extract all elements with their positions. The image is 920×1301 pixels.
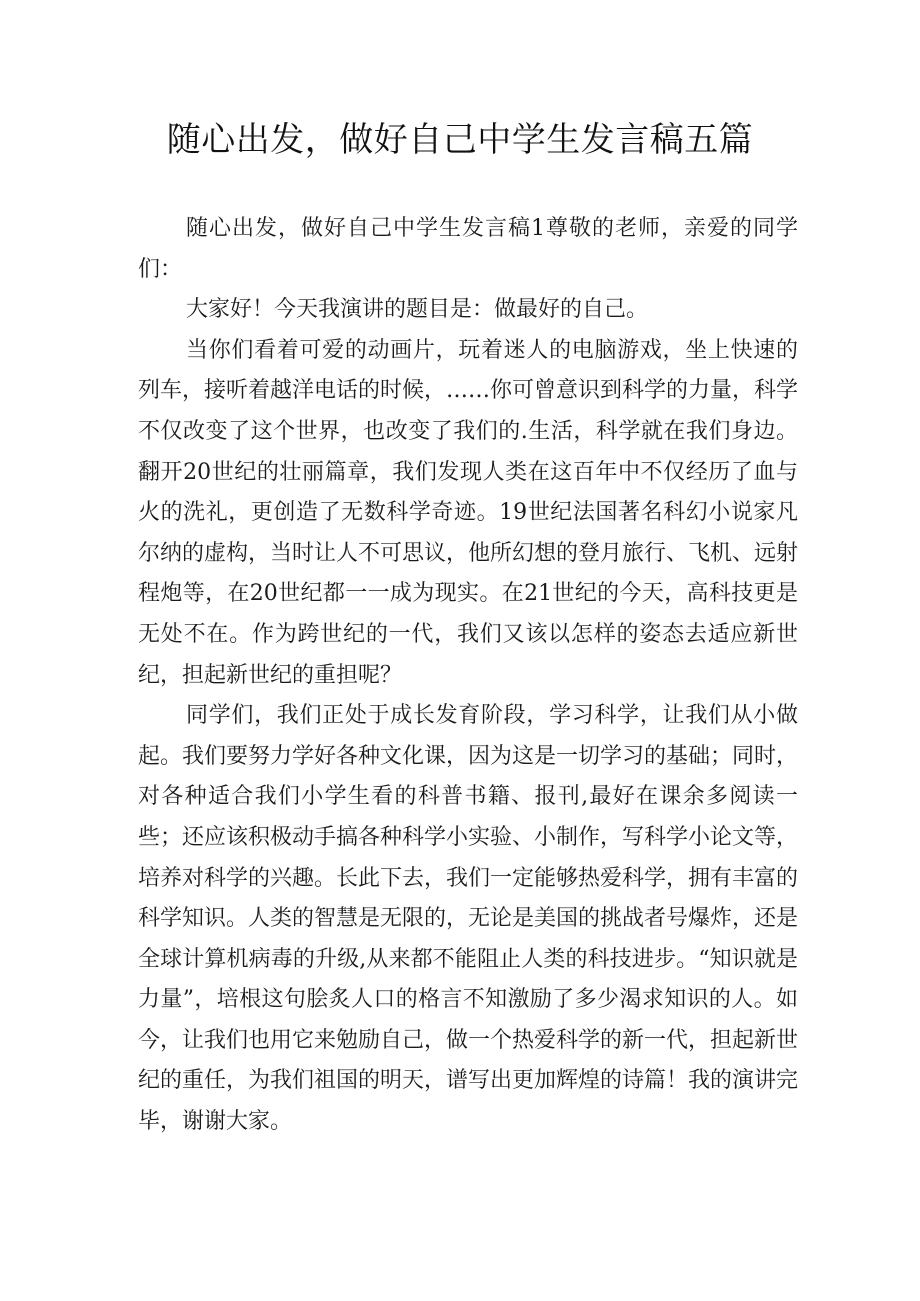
paragraph-topic: 大家好！今天我演讲的题目是：做最好的自己。 — [186, 297, 649, 323]
document-body — [138, 209, 798, 1143]
document-title: 随心出发，做好自己中学生发言稿五篇 — [166, 120, 754, 160]
paragraph-greeting: 随心出发，做好自己中学生发言稿1尊敬的老师，亲爱的同学们： — [138, 216, 798, 282]
paragraph-science-power: 当你们看着可爱的动画片，玩着迷人的电脑游戏，坐上快速的列车，接听着越洋电话的时候，……你可曾意识到科学的力量，科学不仅改变了这个世界，也改变了我们的.生活，科学就在我们身边。翻开20世纪的壮丽篇章，我们发现人类在这百年中不仅经历了血与火的洗礼，更创造了无数科学奇迹。19世纪法国著名科幻小说家凡尔纳的虚构，当时让人不可思议，他所幻想的登月旅行、飞机、远射程炮等，在20世纪都一一成为现实。在21世纪的今天，高科技更是无处不在。作为跨世纪的一代，我们又该以怎样的姿态去适应新世纪，担起新世纪的重担呢？ — [138, 337, 799, 688]
paragraph-call-to-action: 同学们，我们正处于成长发育阶段，学习科学，让我们从小做起。我们要努力学好各种文化课，因为这是一切学习的基础；同时，对各种适合我们小学生看的科普书籍、报刊,最好在课余多阅读一些；还应该积极动手搞各种科学小实验、小制作，写科学小论文等，培养对科学的兴趣。长此下去，我们一定能够热爱科学，拥有丰富的科学知识。人类的智慧是无限的，无论是美国的挑战者号爆炸，还是全球计算机病毒的升级,从来都不能阻止人类的科技进步。“知识就是力量”，培根这句脍炙人口的格言不知激励了多少渴求知识的人。如今，让我们也用它来勉励自己，做一个热爱科学的新一代，担起新世纪的重任，为我们祖国的明天，谱写出更加辉煌的诗篇！我的演讲完毕，谢谢大家。 — [138, 703, 799, 1135]
